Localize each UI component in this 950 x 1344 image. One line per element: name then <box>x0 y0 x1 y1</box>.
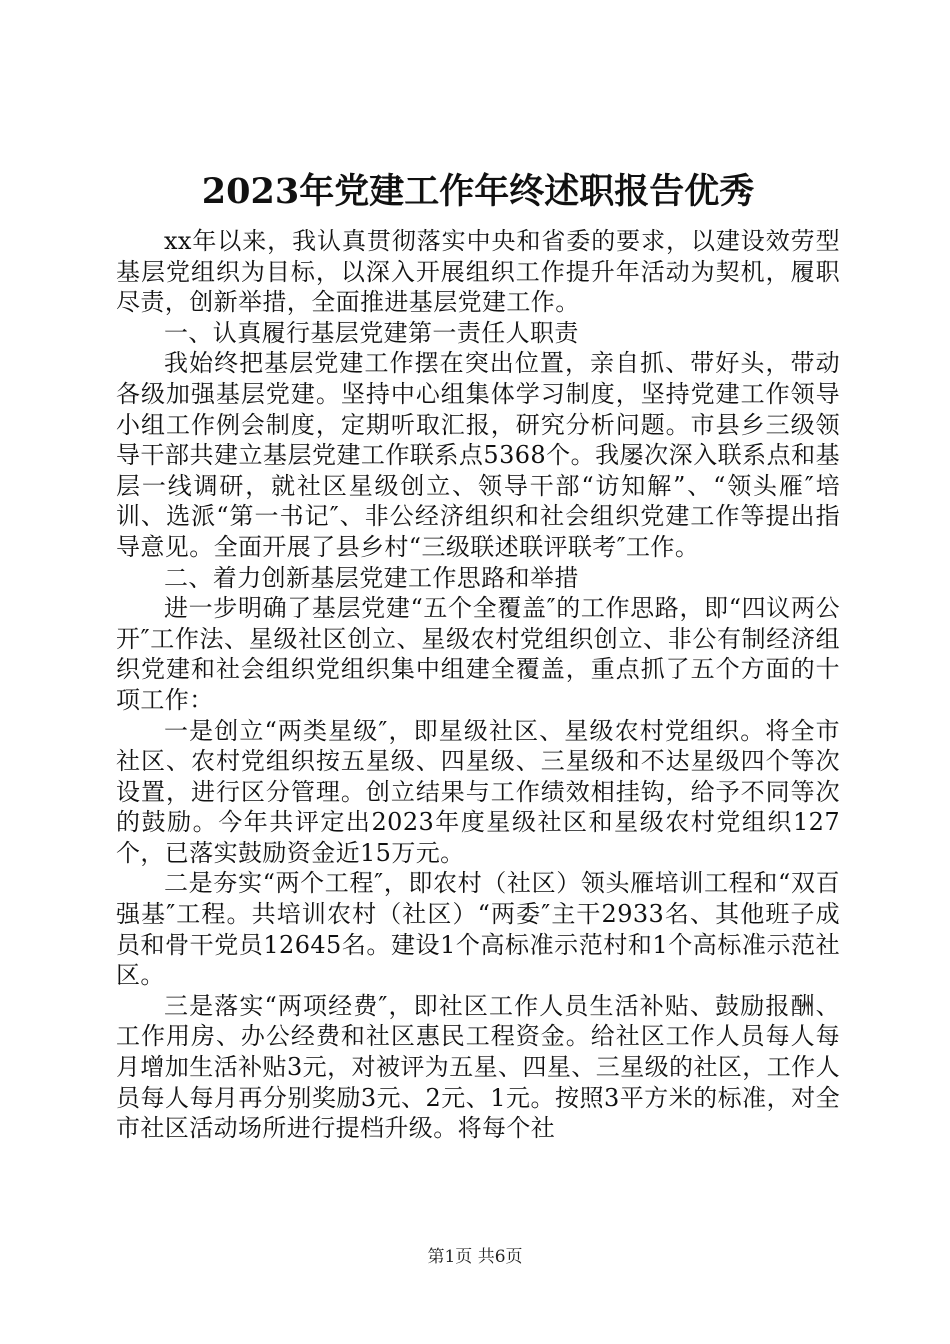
section-heading-1: 一、认真履行基层党建第一责任人职责 <box>164 318 579 347</box>
section-1-paragraph: 我始终把基层党建工作摆在突出位置，亲自抓、带好头，带动各级加强基层党建。坚持中心组集体学习制度，坚持党建工作领导小组工作例会制度，定期听取汇报，研究分析问题。市县乡三级领导干部共建立基层党建工作联系点5368个。我屡次深入联系点和基层一线调研，就社区星级创立、领导干部“访知解”、“领头雁″培训、选派“第一书记″、非公经济组织和社会组织党建工作等提出指导意见。全面开展了县乡村“三级联述联评联考″工作。 <box>116 349 840 561</box>
document-title: 2023年党建工作年终述职报告优秀 <box>201 171 755 212</box>
section-2-intro-paragraph: 进一步明确了基层党建“五个全覆盖″的工作思路，即“四议两公开″工作法、星级社区创立、星级农村党组织创立、非公有制经济组织党建和社会组织党组织集中组建全覆盖，重点抓了五个方面的十项工作： <box>116 594 840 714</box>
document-page <box>116 158 840 1144</box>
section-2-item-2-paragraph: 二是夯实“两个工程″，即农村（社区）领头雁培训工程和“双百强基″工程。共培训农村（社区）“两委″主干2933名、其他班子成员和骨干党员12645名。建设1个高标准示范村和1个高标准示范社区。 <box>116 869 840 990</box>
section-2-item-1-paragraph: 一是创立“两类星级″，即星级社区、星级农村党组织。将全市社区、农村党组织按五星级、四星级、三星级和不达星级四个等次设置，进行区分管理。创立结果与工作绩效相挂钩，给予不同等次的鼓励。今年共评定出2023年度星级社区和星级农村党组织127个，已落实鼓励资金近15万元。 <box>116 716 840 867</box>
document-body <box>116 226 840 1144</box>
section-heading-2: 二、着力创新基层党建工作思路和举措 <box>164 563 579 592</box>
page-number-footer: 第1页 共6页 <box>427 1247 523 1267</box>
intro-paragraph: xx年以来，我认真贯彻落实中央和省委的要求，以建设效劳型基层党组织为目标，以深入开展组织工作提升年活动为契机，履职尽责，创新举措，全面推进基层党建工作。 <box>116 227 840 317</box>
section-2-item-3-paragraph: 三是落实“两项经费″，即社区工作人员生活补贴、鼓励报酬、工作用房、办公经费和社区惠民工程资金。给社区工作人员每人每月增加生活补贴3元，对被评为五星、四星、三星级的社区，工作人员每人每月再分别奖励3元、2元、1元。按照3平方米的标准，对全市社区活动场所进行提档升级。将每个社 <box>116 991 840 1143</box>
